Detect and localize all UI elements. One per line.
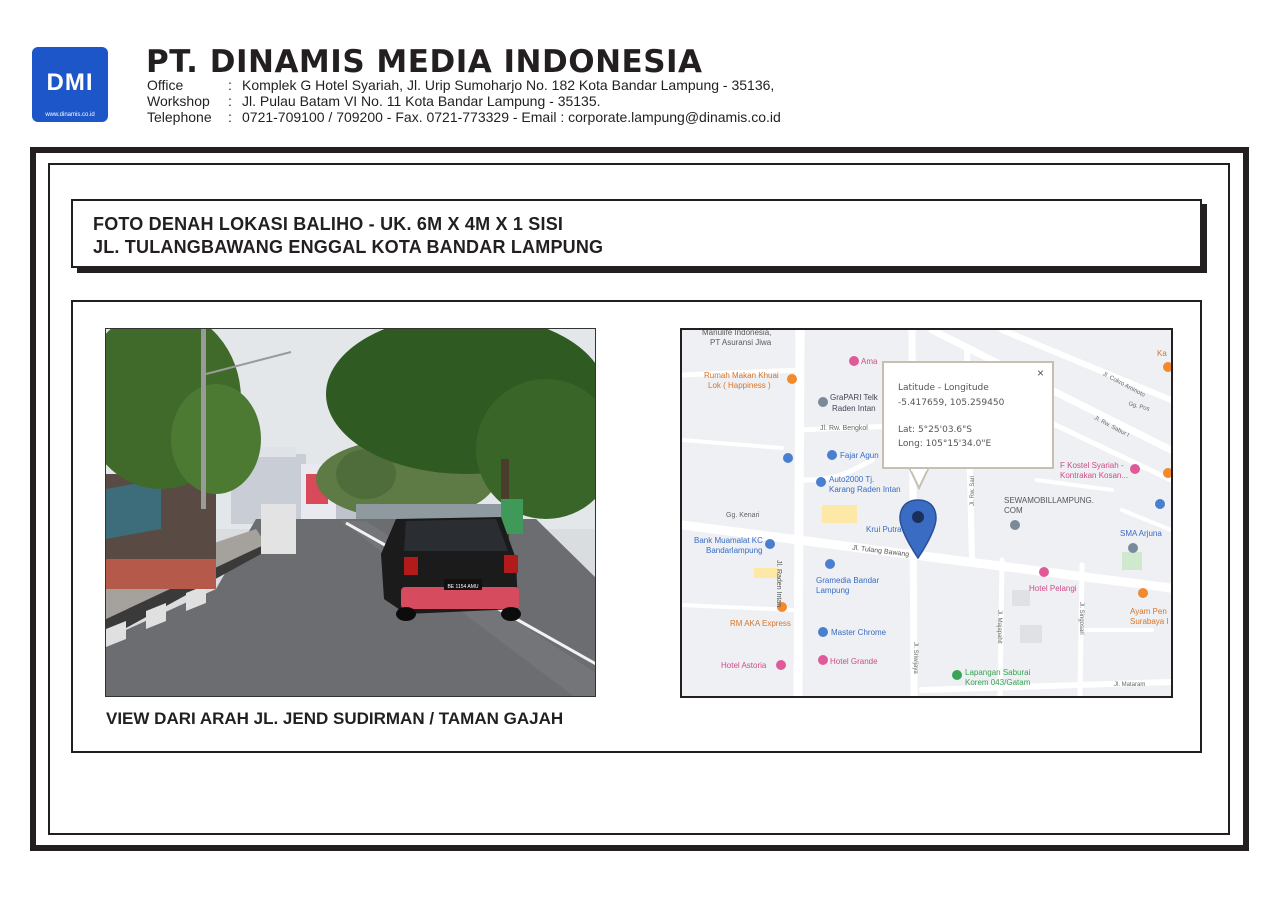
popup-long: Long: 105°15'34.0"E bbox=[898, 439, 992, 449]
car bbox=[381, 517, 521, 621]
map-label-bank2: Bandarlampung bbox=[706, 546, 763, 555]
office-row bbox=[147, 77, 774, 93]
office-label: Office bbox=[147, 77, 184, 93]
workshop-value: Jl. Pulau Batam VI No. 11 Kota Bandar Lampung - 35135. bbox=[242, 93, 601, 109]
map-label-ggpos: Gg. Pos bbox=[1127, 401, 1151, 413]
telephone-sep: : bbox=[228, 109, 232, 125]
popup-coords: -5.417659, 105.259450 bbox=[898, 398, 1005, 408]
map-label-pelangi: Hotel Pelangi bbox=[1029, 584, 1077, 593]
map-label-auto2: Karang Raden Intan bbox=[829, 485, 901, 494]
map-label-rmaka: RM AKA Express bbox=[730, 619, 791, 628]
map-label-rwsari: Jl. Rw. Sari bbox=[970, 475, 976, 506]
map-label-ka: Ka bbox=[1157, 349, 1167, 358]
company-name: PT. DINAMIS MEDIA INDONESIA bbox=[146, 44, 703, 80]
map-label-tulang: Jl. Tulang Bawang bbox=[851, 544, 910, 559]
company-logo bbox=[32, 47, 108, 122]
map-label-lapangan1: Lapangan Saburai bbox=[965, 668, 1031, 677]
workshop-sep: : bbox=[228, 93, 232, 109]
close-icon[interactable]: × bbox=[1036, 366, 1044, 380]
map-label-sabur: Jl. Rw. Sabur I bbox=[1092, 415, 1130, 439]
map-label-auto1: Auto2000 Tj. bbox=[829, 475, 875, 484]
map-label-grapari2: Raden Intan bbox=[832, 404, 876, 413]
title-box bbox=[71, 199, 1202, 268]
car-plate: BE 1154 AMU bbox=[447, 584, 479, 590]
map-label-astoria: Hotel Astoria bbox=[721, 661, 767, 670]
location-map[interactable] bbox=[680, 328, 1173, 698]
map-label-master: Master Chrome bbox=[831, 628, 887, 637]
workshop-row bbox=[147, 93, 601, 109]
map-label-ayam2: Surabaya I bbox=[1130, 617, 1169, 626]
map-label-bengkel: Jl. Rw. Bengkol bbox=[820, 425, 868, 432]
street-photo-illustration bbox=[106, 329, 596, 697]
map-label-bank1: Bank Muamalat KC bbox=[694, 536, 763, 545]
map-label-singosari: Jl. Singosari bbox=[1078, 602, 1084, 635]
map-label-fajar: Fajar Agun bbox=[840, 451, 879, 460]
title-line-2: JL. TULANGBAWANG ENGGAL KOTA BANDAR LAMPUNG bbox=[93, 237, 604, 257]
coordinate-popup bbox=[882, 361, 1054, 469]
map-label-sewa2: COM bbox=[1004, 506, 1023, 515]
map-label-manulife: Manulife Indonesia, bbox=[702, 328, 772, 337]
map-label-raden: Jl. Raden Intan bbox=[775, 560, 782, 608]
map-label-grapari1: GraPARI Telk bbox=[830, 393, 878, 402]
workshop-label: Workshop bbox=[147, 93, 210, 109]
map-label-krui: Krui Putra bbox=[866, 525, 902, 534]
office-value: Komplek G Hotel Syariah, Jl. Urip Sumoharjo No. 182 Kota Bandar Lampung - 35136, bbox=[242, 77, 775, 93]
map-label-mataram: Jl. Mataram bbox=[1114, 682, 1146, 688]
telephone-value: 0721-709100 / 709200 - Fax. 0721-773329 - Email : corporate.lampung@dinamis.co.id bbox=[242, 109, 781, 125]
title-line-1: FOTO DENAH LOKASI BALIHO - UK. 6M X 4M X 1 SISI bbox=[93, 214, 564, 234]
map-label-kostel1: F Kostel Syariah - bbox=[1060, 461, 1124, 470]
map-label-grande: Hotel Grande bbox=[830, 657, 878, 666]
telephone-row bbox=[147, 109, 781, 125]
map-label-lapangan2: Korem 043/Gatam bbox=[965, 678, 1031, 687]
map-label-gramedia1: Gramedia Bandar bbox=[816, 576, 880, 585]
map-label-kostel2: Kontrakan Kosan... bbox=[1060, 471, 1129, 480]
office-sep: : bbox=[228, 77, 232, 93]
map-label-cokro: Jl. Cokro Aminoto bbox=[1101, 371, 1146, 399]
map-label-amal: Ama bbox=[861, 357, 878, 366]
map-label-asuransi: PT Asuransi Jiwa bbox=[710, 338, 772, 347]
map-label-ayam1: Ayam Pen bbox=[1130, 607, 1167, 616]
location-photo bbox=[105, 328, 596, 697]
telephone-label: Telephone bbox=[147, 109, 212, 125]
logo-url: www.dinamis.co.id bbox=[45, 112, 95, 118]
popup-lat: Lat: 5°25'03.6"S bbox=[898, 425, 972, 435]
photo-caption: VIEW DARI ARAH JL. JEND SUDIRMAN / TAMAN GAJAH bbox=[106, 709, 564, 728]
map-label-gramedia2: Lampung bbox=[816, 586, 850, 595]
map-label-sewa1: SEWAMOBILLAMPUNG. bbox=[1004, 496, 1094, 505]
map-label-sma: SMA Arjuna bbox=[1120, 529, 1162, 538]
map-label-sriwijaya: Jl. Sriwijaya bbox=[912, 642, 918, 674]
logo-text: DMI bbox=[46, 69, 94, 96]
map-label-majapahit: Jl. Majapahit bbox=[996, 610, 1002, 644]
map-label-rumah1: Rumah Makan Khuai bbox=[704, 371, 779, 380]
popup-heading: Latitude - Longitude bbox=[898, 383, 989, 393]
map-label-ggkenari: Gg. Kenari bbox=[726, 512, 760, 519]
map-label-rumah2: Lok ( Happiness ) bbox=[708, 381, 771, 390]
